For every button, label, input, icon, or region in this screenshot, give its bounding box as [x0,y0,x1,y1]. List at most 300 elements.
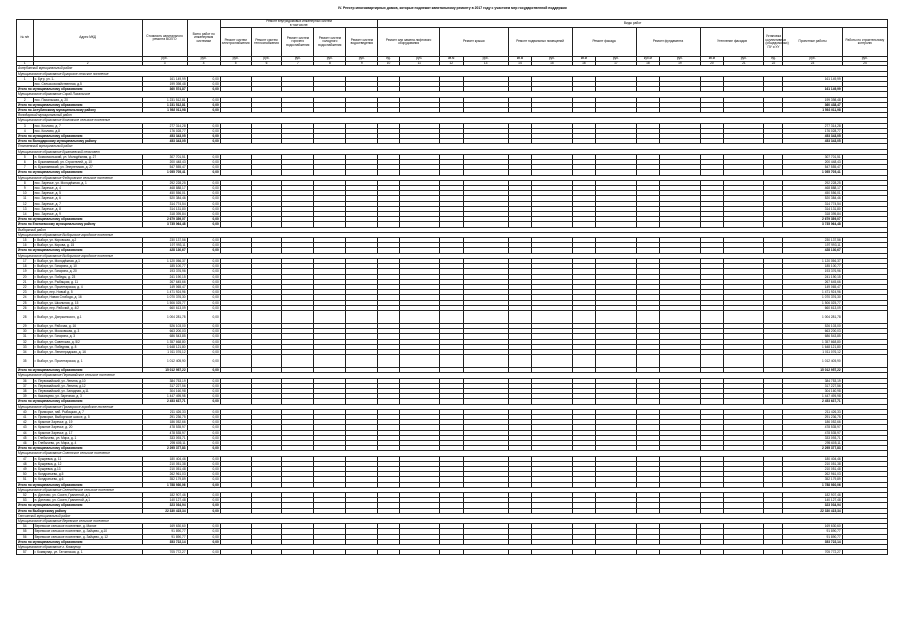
row-design-cost: 660 613,09 [783,305,842,310]
row-design-cost: 304 160,98 [783,388,842,393]
row-total-cost: 185 100,77 [142,264,187,269]
table-row [17,355,888,368]
row-total-cost: 526 103,00 [142,323,187,328]
row-design-cost: 182 907,46 [783,493,842,498]
row-systems-cost: 0,00 [187,477,220,482]
row-number: 36 [17,378,34,383]
header-row-groups [17,20,888,28]
row-address: пос. Козлово, д.8 [33,128,142,133]
subtotal-label: Итого по муниципальному образованию [17,399,143,404]
row-design-cost: 262 961,03 [783,472,842,477]
row-total-cost: 705 772,27 [142,550,187,555]
row-empty-cell [700,355,724,368]
colnum-cell: 18 [636,61,660,66]
row-address: п. Казанцево, ул. Заречная, д. 3 [33,394,142,399]
row-design-cost: 314 774,54 [783,201,842,206]
row-systems-cost: 0,00 [187,128,220,133]
row-systems-cost: 0,00 [187,394,220,399]
row-total-cost: 307 701,51 [142,154,187,159]
row-number: 45 [17,435,34,440]
row-empty-cell [251,310,282,323]
row-empty-cell [378,310,399,323]
row-total-cost: 1 011 076,12 [142,349,187,354]
row-number: 14 [17,212,34,217]
row-design-cost: 1 506 025,77 [783,300,842,305]
unit-cell: руб. [187,57,220,62]
row-total-cost: 660 613,09 [142,305,187,310]
row-systems-cost: 0,00 [187,425,220,430]
row-systems-cost: 0,00 [187,461,220,466]
subtotal-label: Итого по муниципальному образованию [17,539,143,544]
row-total-cost: 1 471 924,96 [142,290,187,295]
row-address: г. Выборг, ул. Кировская, д.2 [33,238,142,243]
row-empty-cell [700,310,724,323]
row-number: 33 [17,344,34,349]
header-roof: Ремонт крыши [439,28,508,57]
row-systems-cost: 0,00 [187,446,220,451]
header-total: Стоимость капитального ремонта ВСЕГО [142,20,187,57]
row-total-cost: 360 574,87 [142,87,187,92]
row-design-cost: 526 103,00 [783,323,842,328]
row-number: 44 [17,430,34,435]
row-empty-cell [346,355,378,368]
row-address: пос. Козлово, д. 7 [33,123,142,128]
row-systems-cost: 0,00 [187,329,220,334]
register-body [17,66,888,555]
row-design-cost: 199 398,48 [783,97,842,102]
colnum-cell: 9 [346,61,378,66]
row-total-cost: 2 295 377,83 [142,446,187,451]
row-total-cost: 91 890,77 [142,529,187,534]
document-title: IV. Реестр многоквартирных домов, которые подлежат капитальному ремонту в 2017 году с участием мер государственной поддержки [338,6,567,10]
row-empty-cell [700,550,724,555]
row-systems-cost: 0,00 [187,539,220,544]
row-total-cost: 180 404,46 [142,456,187,461]
unit-cell: руб. [724,57,764,62]
header-group-inner-systems [220,20,378,28]
colnum-cell: 13 [463,61,508,66]
row-systems-cost: 0,00 [187,472,220,477]
row-systems-cost: 0,00 [187,399,220,404]
row-design-cost: 267 645,66 [783,279,842,284]
row-address: г. Выборг, ул. Победы, д. 23 [33,274,142,279]
row-empty-cell [282,550,314,555]
unit-cell: руб. [532,57,572,62]
row-total-cost: 262 961,03 [142,472,187,477]
subtotal-label: Итого по муниципальному образованию [17,134,143,139]
row-number: 47 [17,456,34,461]
row-total-cost: 169 630,60 [142,524,187,529]
row-address: п. Кондратьево, д.5 [33,472,142,477]
row-design-cost: 1 648 121,80 [783,344,842,349]
row-number: 48 [17,461,34,466]
row-systems-cost: 0,00 [187,279,220,284]
row-address: Веревское сельское поселение, д. Зайцево, д.10 [33,529,142,534]
row-design-cost: 428 130,67 [783,248,842,253]
row-number: 38 [17,388,34,393]
row-address: г. Выборг, ул. Пролетарская, д. 1 [33,355,142,368]
row-systems-cost: 0,00 [187,97,220,102]
header-facade: Ремонт фасада [572,28,636,57]
row-total-cost: 186 052,66 [142,420,187,425]
row-address: г. Выборг, ул. Пролетарская, д. 4 [33,284,142,289]
row-empty-cell [636,550,660,555]
row-empty-cell [596,550,636,555]
row-systems-cost: 0,00 [187,196,220,201]
row-total-cost: 1 447 495,98 [142,394,187,399]
row-number: 16 [17,243,34,248]
row-total-cost: 314 131,80 [142,206,187,211]
row-number: 56 [17,534,34,539]
section-caption-label: Енотаевский муниципальный район [17,144,888,149]
row-number: 6 [17,160,34,165]
row-number: 13 [17,206,34,211]
row-number: 19 [17,269,34,274]
row-systems-cost: 0,00 [187,323,220,328]
row-systems-cost: 0,00 [187,310,220,323]
row-systems-cost: 0,00 [187,339,220,344]
row-address: г. Выборг, ул. Рабочая, д. 16 [33,323,142,328]
row-systems-cost: 0,00 [187,344,220,349]
header-systems-total: Всего работ по инженерным системам [187,20,220,57]
row-total-cost: 267 645,66 [142,279,187,284]
colnum-cell: 4 [187,61,220,66]
row-empty-cell [508,355,532,368]
row-systems-cost: 0,00 [187,529,220,534]
row-design-cost: 352 179,89 [783,477,842,482]
row-address: п. Глебычево, ул. Мира, д. 4 [33,440,142,445]
row-design-cost: 1 788 930,06 [783,482,842,487]
row-total-cost: 2 453 637,71 [142,399,187,404]
subtotal-label: Итого по муниципальному образованию [17,446,143,451]
row-total-cost: 1 357 668,80 [142,339,187,344]
header-sewer: Ремонт систем водоотведения [346,28,378,57]
row-empty-cell [596,310,636,323]
row-supervision-cost [842,310,887,323]
row-total-cost: 352 179,89 [142,477,187,482]
row-systems-cost: 0,00 [187,180,220,185]
row-address: п. Дятлово, ул. Сосен, Гранитной, д.1 [33,493,142,498]
colnum-cell: 8 [314,61,346,66]
row-total-cost: 193 376,96 [142,269,187,274]
row-address: г. Выборг, ул. Гагарина, д. 20 [33,269,142,274]
register-table [16,19,888,555]
row-address: г. Выборг, ул. Дзержинского, д.1 [33,310,142,323]
row-design-cost: 520 384,46 [783,196,842,201]
row-address: г. Коммунар, ул. Гатчинская, д. 1 [33,550,142,555]
row-total-cost: 323 034,94 [142,503,187,508]
row-address: п. Дятлово, ул. Сосен, Гранитной, д.1 [33,498,142,503]
row-systems-cost: 0,00 [187,493,220,498]
row-total-cost: 450 556,01 [142,191,187,196]
row-systems-cost: 0,00 [187,467,220,472]
table-row [17,310,888,323]
municipality-name-label: Муниципальное образование Первомайское сельское поселение [17,373,888,378]
row-address: п. Буканаевский, ул. Строителей, д. 10 [33,160,142,165]
row-total-cost: 295 605,11 [142,440,187,445]
row-systems-cost: 0,00 [187,440,220,445]
unit-cell: ед. [378,57,399,62]
row-total-cost: 199 398,48 [142,81,187,86]
row-address: Веревское сельское поселение, д. Малое [33,524,142,529]
row-empty-cell [220,355,251,368]
row-design-cost: 295 605,11 [783,440,842,445]
colnum-cell: 22 [764,61,783,66]
row-total-cost: 1 506 025,77 [142,300,187,305]
row-design-cost: 2 679 359,07 [783,217,842,222]
header-coldwater: Ремонт систем холодного водоснабжения [314,28,346,57]
row-empty-cell [399,550,439,555]
row-total-cost: 333 093,71 [142,435,187,440]
row-supervision-cost [842,355,887,368]
row-systems-cost: 0,00 [187,498,220,503]
row-number: 23 [17,290,34,295]
row-number: 37 [17,383,34,388]
header-group-works: Виды работ [378,20,888,28]
row-design-cost: 211 426,33 [783,409,842,414]
municipality-name-label: Муниципальное образование Выборгское городское поселение [17,253,888,258]
row-design-cost: 307 701,51 [783,154,842,159]
row-systems-cost: 0,00 [187,508,220,513]
row-empty-cell [572,310,596,323]
colnum-cell: 16 [572,61,596,66]
row-number: 12 [17,201,34,206]
row-design-cost: 1 592 011,98 [783,108,842,113]
row-design-cost: 333 093,71 [783,435,842,440]
row-systems-cost: 0,00 [187,414,220,419]
row-number: 53 [17,498,34,503]
row-systems-cost: 0,00 [187,201,220,206]
row-address: с. Бугр, ул. 1- [33,76,142,81]
row-address: г. Выборг, ул. Гагарина, д. 3 [33,334,142,339]
row-systems-cost: 0,00 [187,482,220,487]
row-design-cost: 210 051,48 [783,467,842,472]
row-systems-cost: 0,00 [187,274,220,279]
row-address: пос. Заречье, д. 9 [33,212,142,217]
row-address: г. Выборг, ул. Гагарина, д. 10 [33,264,142,269]
row-systems-cost: 0,00 [187,108,220,113]
row-number: 21 [17,279,34,284]
row-number: 43 [17,425,34,430]
header-meters: Установка коллективных (общедомовых) ПУ и УУ [764,28,783,57]
row-systems-cost: 0,00 [187,295,220,300]
header-design: Проектные работы [783,28,842,57]
colnum-cell: 23 [783,61,842,66]
row-total-cost: 140 127,48 [142,498,187,503]
row-address: Веревское сельское поселение, д. Зайцево, д. 12 [33,534,142,539]
municipality-name-label: Муниципальное образование Козловское сельское поселение [17,118,888,123]
row-systems-cost: 0,00 [187,524,220,529]
row-design-cost: 1 004 281,78 [783,310,842,323]
row-design-cost: 91 890,77 [783,529,842,534]
row-total-cost: 384 753,19 [142,378,187,383]
row-design-cost: 1 012 405,90 [783,355,842,368]
row-design-cost: 185 100,77 [783,264,842,269]
row-systems-cost: 0,00 [187,186,220,191]
row-total-cost: 210 051,48 [142,467,187,472]
row-total-cost: 520 384,46 [142,196,187,201]
row-empty-cell [508,550,532,555]
row-number: 35 [17,355,34,368]
row-address: п. Первомайский, ул. Западная, д.11 [33,388,142,393]
row-total-cost: 211 426,33 [142,409,187,414]
row-total-cost: 1 055 705,41 [142,170,187,175]
row-systems-cost: 0,00 [187,300,220,305]
row-empty-cell [251,355,282,368]
row-empty-cell [764,355,783,368]
row-design-cost: 169 630,60 [783,524,842,529]
row-number: 32 [17,339,34,344]
row-total-cost: 318 395,84 [142,212,187,217]
row-design-cost: 547 555,47 [783,165,842,170]
subtotal-label: Итого по Енотаевскому муниципальному району [17,222,143,227]
row-number: 1 [17,76,34,81]
row-address: п. Комсомольский, ул. Молодёжная, д. 27 [33,154,142,159]
row-address: г. Выборг, ул. Кирова, д. 15 [33,243,142,248]
row-empty-cell [532,310,572,323]
row-total-cost: 453 343,05 [142,139,187,144]
header-power: Ремонт систем электроснабжения [220,28,251,57]
row-design-cost: 22 330 415,34 [783,508,842,513]
row-design-cost: 186 052,66 [783,420,842,425]
row-empty-cell [220,550,251,555]
row-systems-cost: 0,00 [187,305,220,310]
row-address: г. Выборг, ул. Советская, д. 5/2 [33,339,142,344]
row-design-cost: 1 447 495,98 [783,394,842,399]
row-address: г. Выборг, ул. Школьная, д. 15 [33,300,142,305]
row-systems-cost: 0,00 [187,550,220,555]
colnum-cell: 17 [596,61,636,66]
subtotal-label: Итого по муниципальному образованию [17,217,143,222]
subtotal-label: Итого по муниципальному образованию [17,368,143,373]
row-systems-cost: 0,00 [187,456,220,461]
row-design-cost: 193 376,96 [783,269,842,274]
row-number: 39 [17,394,34,399]
row-systems-cost: 0,00 [187,503,220,508]
unit-cell: руб. [399,57,439,62]
colnum-cell: 15 [532,61,572,66]
table-row [17,550,888,555]
row-design-cost: 277 314,28 [783,123,842,128]
header-foundation: Ремонт фундамента [636,28,700,57]
row-total-cost: 663 200,03 [142,329,187,334]
row-total-cost: 686 543,85 [142,334,187,339]
row-design-cost: 2 295 377,83 [783,446,842,451]
row-design-cost: 291 236,75 [783,414,842,419]
row-systems-cost: 0,00 [187,349,220,354]
row-design-cost: 353 722,14 [783,539,842,544]
row-number: 20 [17,274,34,279]
municipality-name-label: Муниципальное образование Буканаевский сельсовет [17,149,888,154]
row-total-cost: 91 890,77 [142,534,187,539]
row-systems-cost: 0,00 [187,76,220,81]
colnum-cell: 14 [508,61,532,66]
row-empty-cell [439,310,463,323]
row-design-cost: 15 012 957,22 [783,368,842,373]
row-number: 52 [17,493,34,498]
row-design-cost: 91 890,77 [783,534,842,539]
subtotal-label: Итого по Володарскому муниципальному району [17,139,143,144]
row-systems-cost: 0,00 [187,222,220,227]
row-empty-cell [636,310,660,323]
row-design-cost: 478 535,97 [783,425,842,430]
row-systems-cost: 0,00 [187,430,220,435]
municipality-name-label: Муниципальное образование Веревское сельское поселение [17,519,888,524]
row-address: г. Выборг, ул. Победная, д. 8 [33,344,142,349]
colnum-cell: 7 [282,61,314,66]
row-systems-cost: 0,00 [187,238,220,243]
row-number: 57 [17,550,34,555]
row-total-cost: 428 130,67 [142,248,187,253]
header-group-inner-label: Ремонт внутридомовых инженерных систем [266,19,332,23]
row-empty-cell [596,355,636,368]
row-empty-cell [220,310,251,323]
row-empty-cell [532,550,572,555]
subtotal-label: Итого по муниципальному образованию [17,102,143,107]
row-empty-cell [660,310,700,323]
row-design-cost: 478 535,97 [783,430,842,435]
row-number: 50 [17,472,34,477]
row-total-cost: 1 592 011,98 [142,108,187,113]
row-address: пос. Заречье, д. 8 [33,206,142,211]
row-total-cost: 1 004 281,78 [142,310,187,323]
row-design-cost: 210 051,38 [783,461,842,466]
row-total-cost: 1 648 121,80 [142,344,187,349]
row-systems-cost: 0,00 [187,243,220,248]
header-group-inner-sub: в том числе: [289,22,309,27]
row-empty-cell [282,310,314,323]
row-systems-cost: 0,00 [187,258,220,263]
row-number: 10 [17,191,34,196]
row-design-cost: 323 034,94 [783,503,842,508]
colnum-cell: 20 [700,61,724,66]
row-design-cost: 2 453 637,71 [783,399,842,404]
row-address: п. Бушуевка, д. 11 [33,456,142,461]
section-caption-label: Ахтубинский муниципальный район [17,66,888,71]
subtotal-label: Итого по муниципальному образованию [17,503,143,508]
row-systems-cost: 0,00 [187,334,220,339]
row-address: г. Выборг, пер. Рабочий, д. 4/2 [33,305,142,310]
municipality-name-label: Муниципальное образование Селезнёвское сельское поселение [17,487,888,492]
row-design-cost: 292 228,25 [783,180,842,185]
row-empty-cell [346,310,378,323]
row-design-cost: 200 448,43 [783,160,842,165]
row-systems-cost: 0,00 [187,409,220,414]
row-empty-cell [346,550,378,555]
row-systems-cost: 0,00 [187,264,220,269]
row-number: 15 [17,238,34,243]
row-systems-cost: 0,00 [187,191,220,196]
row-number: 8 [17,180,34,185]
row-total-cost: 1 231 512,81 [142,97,187,102]
row-empty-cell [764,310,783,323]
colnum-cell: 10 [378,61,399,66]
row-design-cost: 176 028,77 [783,128,842,133]
row-systems-cost: 0,00 [187,160,220,165]
header-num: № п/п [17,20,34,57]
header-hotwater: Ремонт систем горячего водоснабжения [282,28,314,57]
row-design-cost: 1 471 924,96 [783,290,842,295]
row-empty-cell [378,355,399,368]
row-empty-cell [282,355,314,368]
row-number: 11 [17,196,34,201]
row-design-cost: 663 200,03 [783,329,842,334]
row-total-cost: 547 555,47 [142,165,187,170]
municipality-name-label: Муниципальное образование г. Коммунар [17,545,888,550]
municipality-name-label: Муниципальное образование Федоровское сельское поселение [17,175,888,180]
row-design-cost: 468 888,17 [783,186,842,191]
unit-cell: руб. [282,57,314,62]
